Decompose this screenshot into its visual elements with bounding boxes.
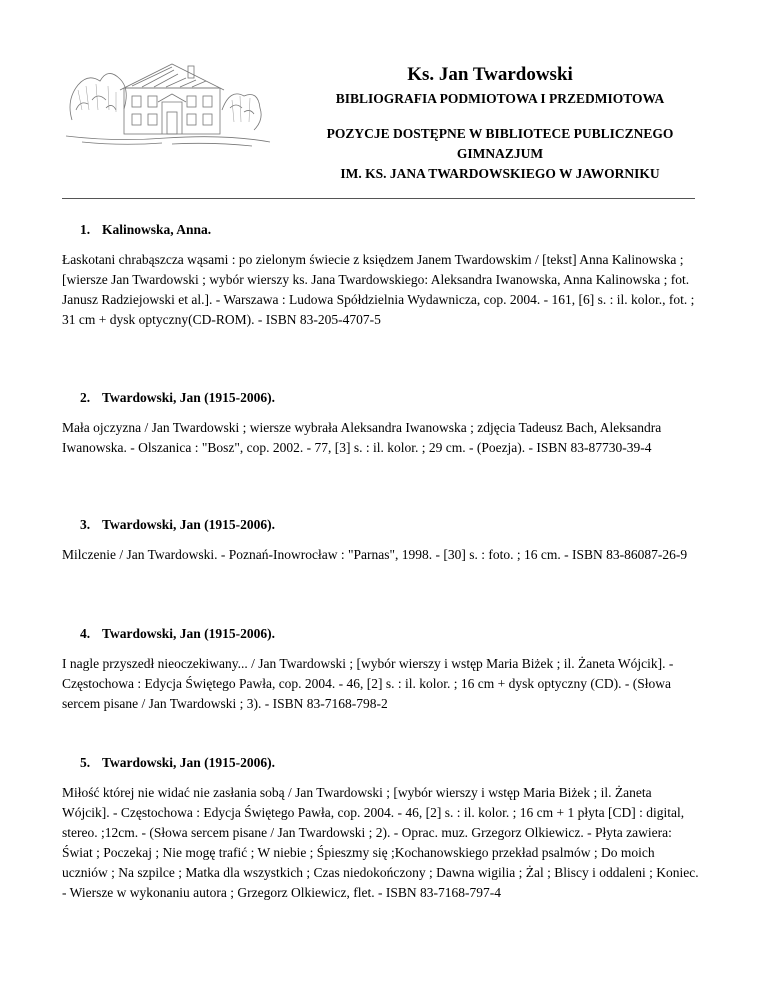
entry-heading xyxy=(62,390,702,406)
entry-number: 2. xyxy=(80,390,91,405)
institution-line-3: IM. KS. JANA TWARDOWSKIEGO W JAWORNIKU xyxy=(340,166,660,181)
bibliography-entry xyxy=(62,626,702,714)
header-divider xyxy=(62,198,695,199)
entry-author: Twardowski, Jan (1915-2006). xyxy=(102,626,276,641)
entry-heading xyxy=(62,626,702,642)
entry-author: Twardowski, Jan (1915-2006). xyxy=(102,517,276,532)
entry-heading xyxy=(62,517,702,533)
entry-number: 3. xyxy=(80,517,91,532)
entry-description: Łaskotani chrabąszcza wąsami : po zielonym świecie z księdzem Janem Twardowskim / [tekst] Anna Kalinowska ; [wiersze Jan Twardowski ; wybór wierszy ks. Jana Twardowskiego: Aleksandra Iwanowska, Anna Kalinowska ; fot. Janusz Radziejowski et al.]. - Warszawa : Ludowa Spółdzielnia Wydawnicza, cop. 2004. - 161, [6] s. : il. kolor., fot. ; 31 cm + dysk optyczny(CD-ROM). - ISBN 83-205-4707-5 xyxy=(62,252,695,327)
institution-name xyxy=(240,124,760,184)
entry-author: Kalinowska, Anna. xyxy=(102,222,212,237)
institution-line-1: POZYCJE DOSTĘPNE W BIBLIOTECE PUBLICZNEGO xyxy=(326,126,674,141)
document-subtitle: BIBLIOGRAFIA PODMIOTOWA I PRZEDMIOTOWA xyxy=(335,91,665,106)
bibliography-entry xyxy=(62,517,702,565)
entry-heading xyxy=(62,755,702,771)
entry-author: Twardowski, Jan (1915-2006). xyxy=(102,755,276,770)
entry-author: Twardowski, Jan (1915-2006). xyxy=(102,390,276,405)
entry-description: Mała ojczyzna / Jan Twardowski ; wiersze wybrała Aleksandra Iwanowska ; zdjęcia Tadeusz Bach, Aleksandra Iwanowska. - Olszanica : "Bosz", cop. 2002. - 77, [3] s. : il. kolor. ; 29 cm. - (Poezja). - ISBN 83-87730-39-4 xyxy=(62,420,662,455)
entry-description: Milczenie / Jan Twardowski. - Poznań-Inowrocław : "Parnas", 1998. - [30] s. : foto. ; 16 cm. - ISBN 83-86087-26-9 xyxy=(62,547,688,562)
bibliography-entry xyxy=(62,755,702,903)
institution-line-2: GIMNAZJUM xyxy=(456,146,544,161)
document-title: Ks. Jan Twardowski xyxy=(407,64,573,85)
entry-heading xyxy=(62,222,702,238)
entry-description: Miłość której nie widać nie zasłania sobą / Jan Twardowski ; [wybór wierszy i wstęp Maria Biżek ; il. Żaneta Wójcik]. - Częstochowa : Edycja Świętego Pawła, cop. 2004. - 46, [2] s. : il. kolor. ; 16 cm + 1 płyta [CD] : digital, stereo. ;12cm. - (Słowa sercem pisane / Jan Twardowski ; 2). - Oprac. muz. Grzegorz Olkiewicz. - Płyta zawiera: Świat ; Poczekaj ; Nie mogę trafić ; W niebie ; Śpieszmy się ;Kochanowskiego przekład psalmów ; Do moich uczniów ; Na szpilce ; Matka dla wszystkich ; Czas niedokończony ; Dawna wigilia ; Żal ; Bliscy i oddaleni ; Koniec. - Wiersze w wykonaniu autora ; Grzegorz Olkiewicz, flet. - ISBN 83-7168-797-4 xyxy=(62,785,699,900)
entry-number: 4. xyxy=(80,626,91,641)
entry-description: I nagle przyszedł nieoczekiwany... / Jan Twardowski ; [wybór wierszy i wstęp Maria Biżek ; il. Żaneta Wójcik]. - Częstochowa : Edycja Świętego Pawła, cop. 2004. - 46, [2] s. : il. kolor. ; 16 cm + dysk optyczny (CD). - (Słowa sercem pisane / Jan Twardowski ; 3). - ISBN 83-7168-798-2 xyxy=(62,656,674,711)
bibliography-entry xyxy=(62,390,702,458)
entry-number: 5. xyxy=(80,755,91,770)
bibliography-entry xyxy=(62,222,702,330)
entry-number: 1. xyxy=(80,222,91,237)
